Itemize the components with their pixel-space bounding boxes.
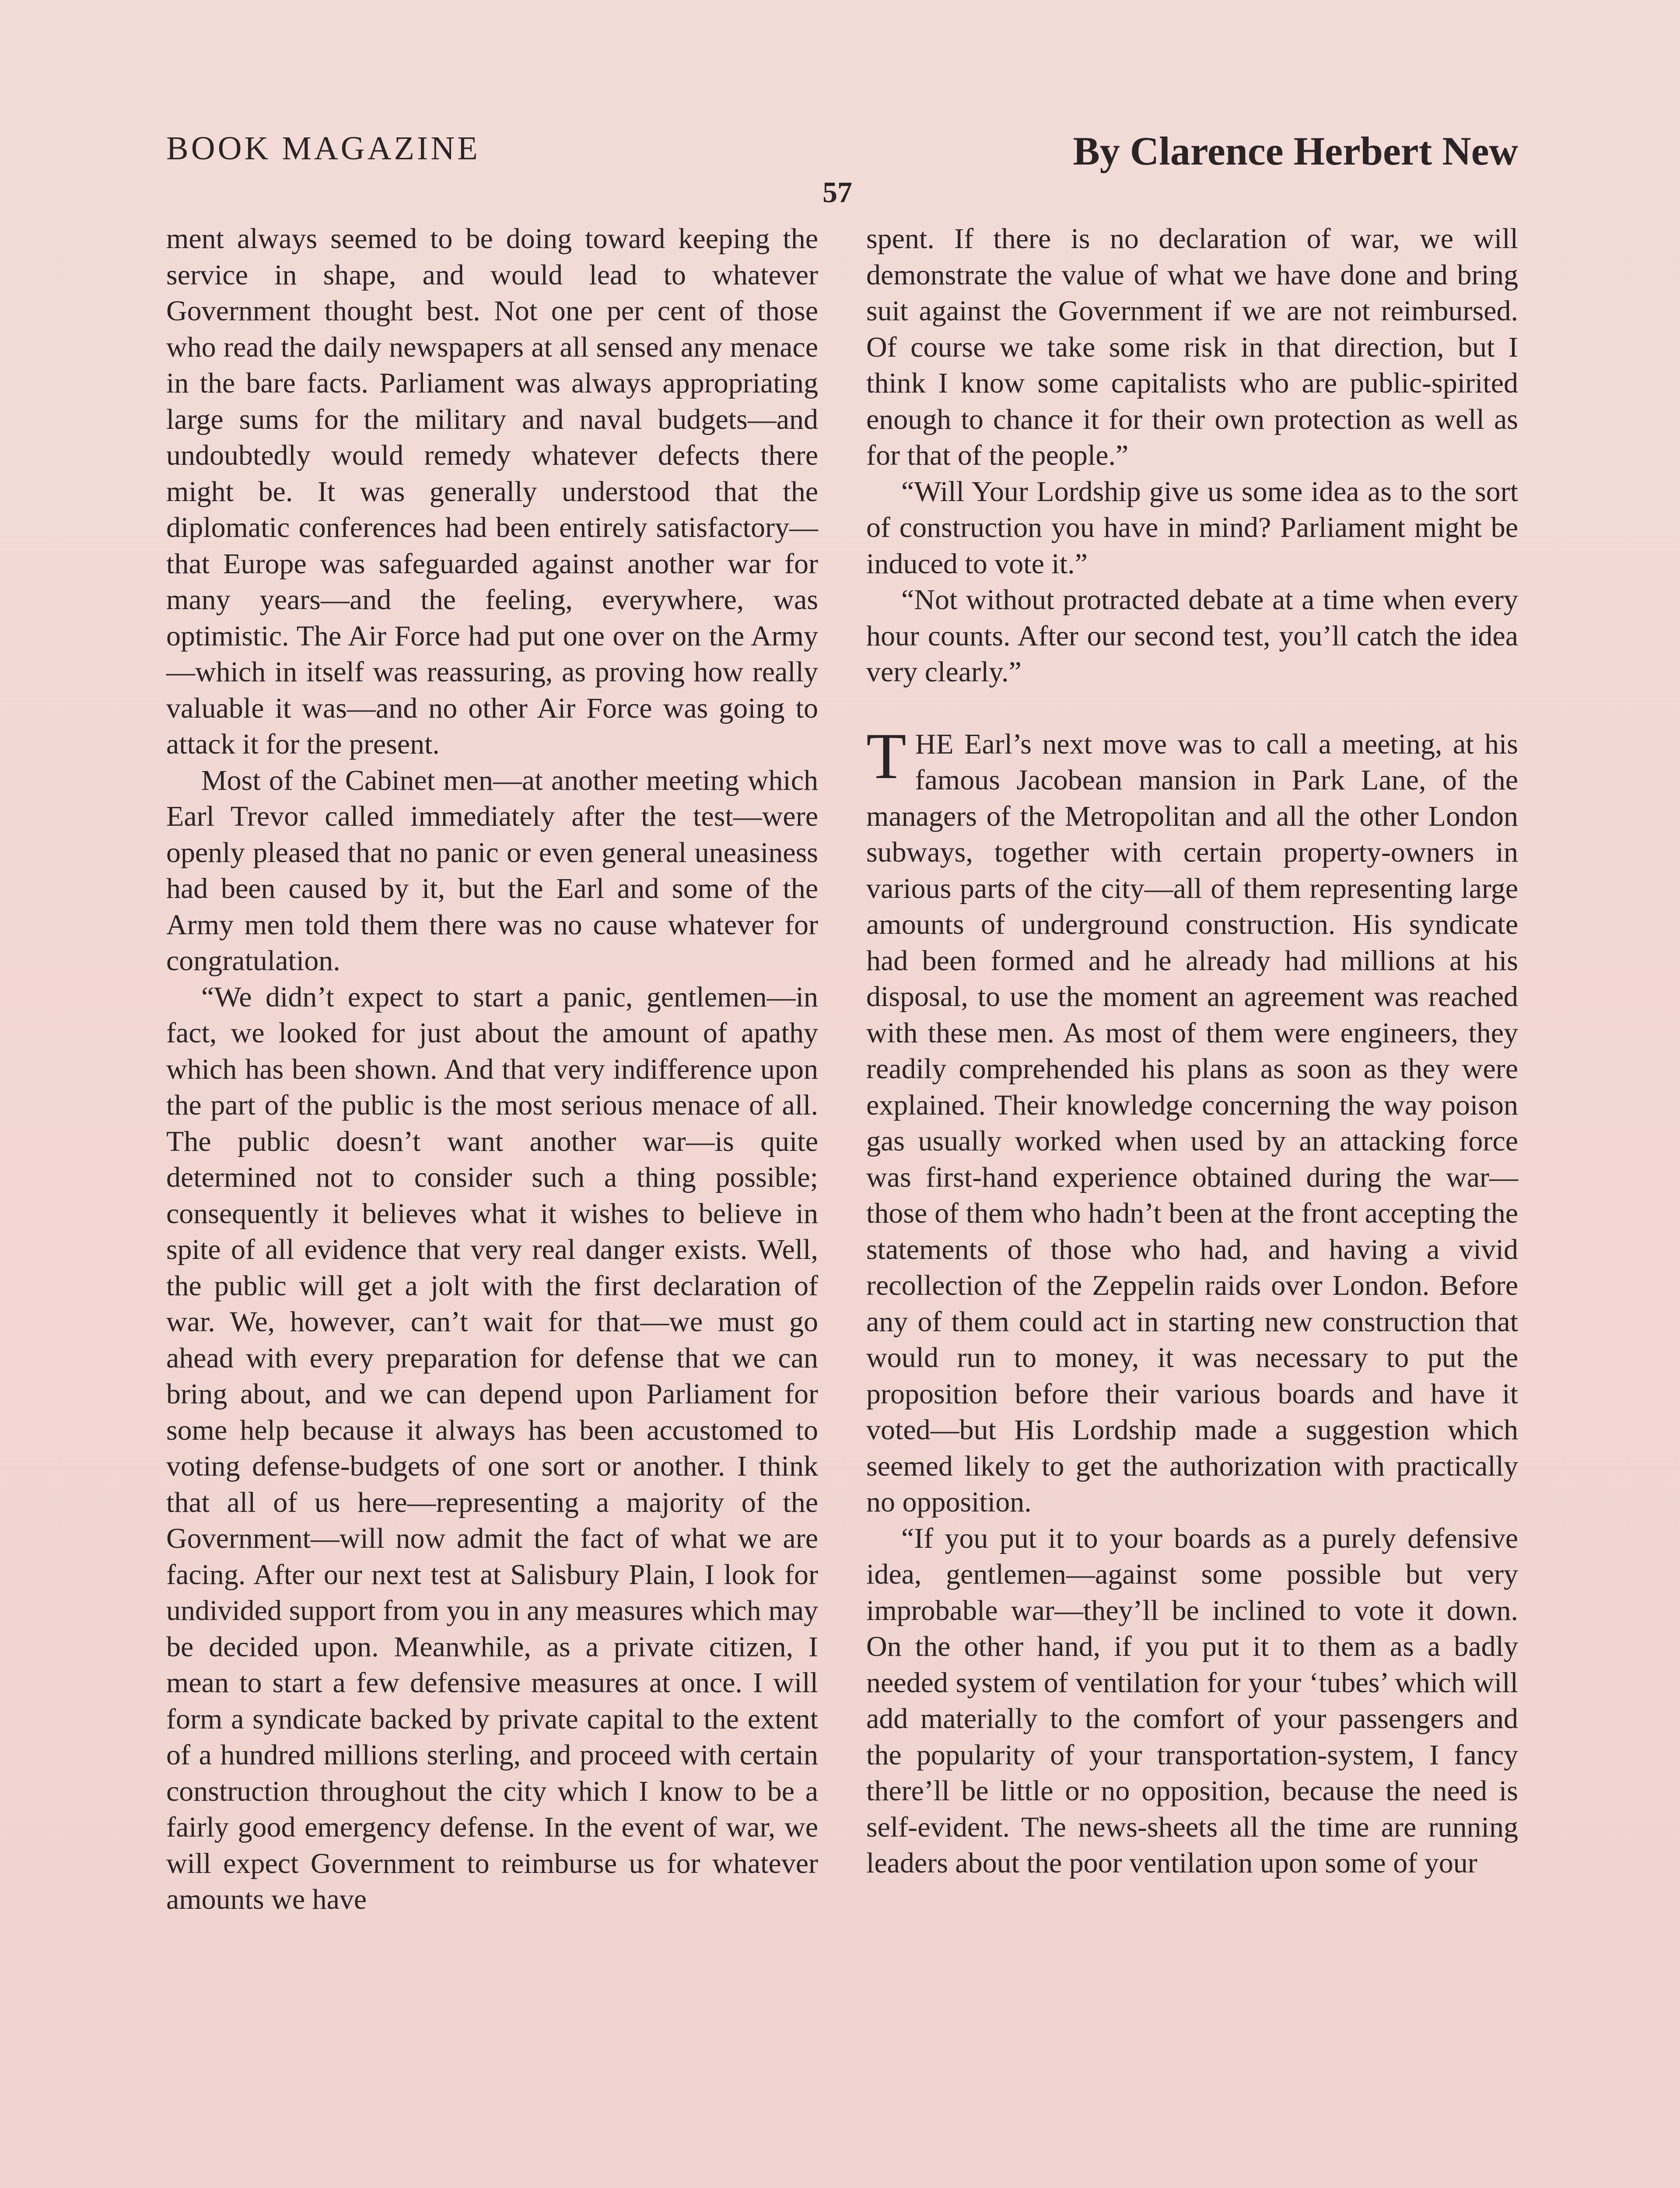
paragraph: spent. If there is no declaration of war, we will demonstrate the value of what we have done and bring suit against the Government if we are not reimbursed. Of course we take some risk in that direction, but I think I know some capitalists who are public-spirited enough to chance it for their own protection as well as for that of the people.”	[866, 223, 1518, 471]
drop-cap: T	[866, 719, 906, 792]
paragraph: “We didn’t expect to start a panic, gentlemen—in fact, we looked for just about the amount of apathy which has been shown. And that very indifference upon the part of the public is the most serious menace of all. The public doesn’t want another war—is quite determined not to consider such a thing possible; consequently it believes what it wishes to believe in spite of all evidence that very real danger exists. Well, the public will get a jolt with the first declaration of war. We, however, can’t wait for that—we must go ahead with every preparation for defense that we can bring about, and we can depend upon Parliament for some help because it always has been accustomed to voting defense-budgets of one sort or another. I think that all of us here—representing a majority of the Government—will now admit the fact of what we are facing. After our next test at Salisbury Plain, I look for undivided support from you in any measures which may be decided upon. Meanwhile, as a private citizen, I mean to start a few defensive measures at once. I will form a syndicate backed by private capital to the extent of a hundred millions sterling, and proceed with certain construction throughout the city which I know to be a fairly good emergency defense. In the event of war, we will expect Government to reimburse us for whatever amounts we have	[166, 981, 818, 1915]
author-byline: By Clarence Herbert New	[1073, 129, 1518, 173]
page-number: 57	[822, 175, 852, 209]
section-text: HE Earl’s next move was to call a meeting, at his famous Jacobean mansion in Park Lane, of the managers of the Metropolitan and all the other London subways, together with certain property-owners in various parts of the city—all of them representing large amounts of underground construction. His syndicate had been formed and he already had millions at his disposal, to use the moment an agreement was reached with these men. As most of them were engineers, they readily comprehended his plans as soon as they were explained. Their knowledge concerning the way poison gas usually worked when used by an attacking force was first-hand experience obtained during the war—those of them who hadn’t been at the front accepting the statements of those who had, and having a vivid recollection of the Zeppelin raids over London. Before any of them could act in starting new construction that would run to money, it was necessary to put the proposition before their various boards and have it voted—but His Lordship made a suggestion which seemed likely to get the authorization with practically no opposition.	[866, 728, 1518, 1518]
paragraph: ment always seemed to be doing toward keeping the service in shape, and would lead to whatever Government thought best. Not one per cent of those who read the daily newspapers at all sensed any menace in the bare facts. Parliament was always appropriating large sums for the military and naval budgets—and undoubtedly would remedy whatever defects there might be. It was generally understood that the diplomatic conferences had been entirely satisfactory—that Europe was safeguarded against another war for many years—and the feeling, everywhere, was optimistic. The Air Force had put one over on the Army—which in itself was reassuring, as proving how really valuable it was—and no other Air Force was going to attack it for the present.	[166, 223, 818, 760]
paragraph: Most of the Cabinet men—at another meeting which Earl Trevor called immediately after the test—were openly pleased that no panic or even general uneasiness had been caused by it, but the Earl and some of the Army men told them there was no cause whatever for congratulation.	[166, 764, 818, 977]
section-paragraph	[866, 719, 1518, 1521]
magazine-title: BOOK MAGAZINE	[166, 130, 480, 167]
paragraph: “If you put it to your boards as a purely defensive idea, gentlemen—against some possible but very improbable war—they’ll be inclined to vote it down. On the other hand, if you put it to them as a badly needed system of ventilation for your ‘tubes’ which will add materially to the comfort of your passengers and the popularity of your transportation-system, I fancy there’ll be little or no opposition, because the need is self-evident. The news-sheets all the time are running leaders about the poor ventilation upon some of your	[866, 1522, 1518, 1879]
paragraph: “Not without protracted debate at a time when every hour counts. After our second test, you’ll catch the idea very clearly.”	[866, 584, 1518, 688]
left-column	[166, 221, 818, 1918]
paragraph: “Will Your Lordship give us some idea as to the sort of construction you have in mind? Parliament might be induced to vote it.”	[866, 475, 1518, 580]
right-column	[866, 221, 1518, 1882]
